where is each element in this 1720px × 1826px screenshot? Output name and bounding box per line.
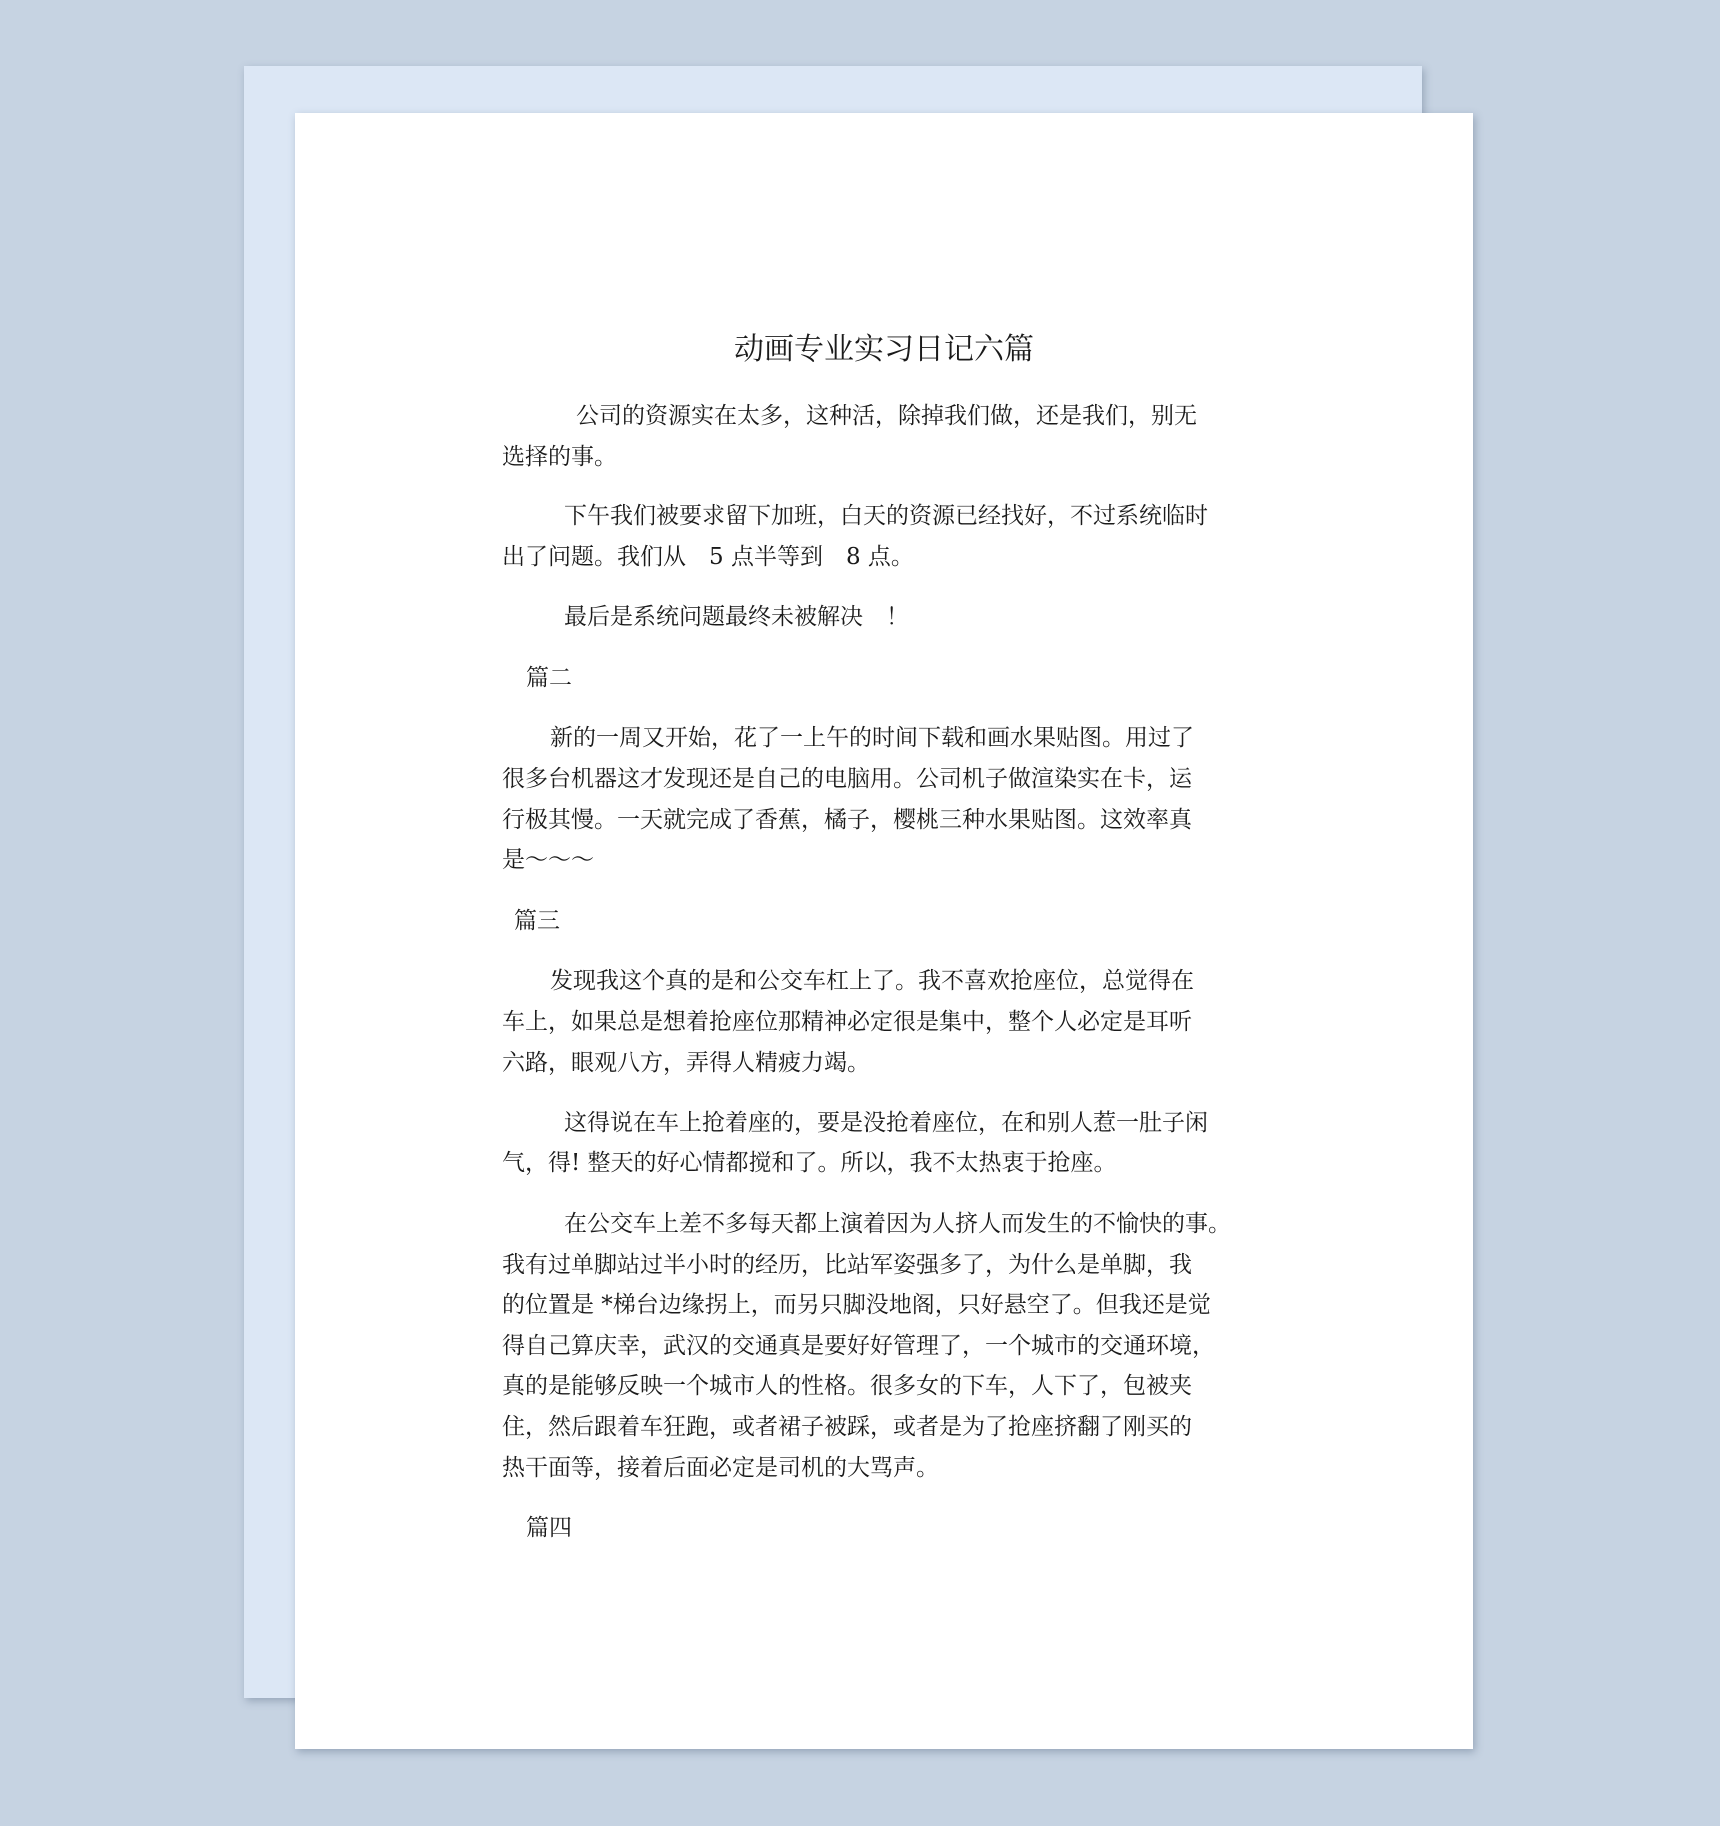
paragraph-line: 下午我们被要求留下加班，白天的资源已经找好，不过系统临时 (564, 503, 1208, 529)
paragraph-line: 热干面等，接着后面必定是司机的大骂声。 (502, 1455, 939, 1481)
paragraph-line: 是～～～ (502, 847, 594, 873)
paragraph-line: 真的是能够反映一个城市人的性格。很多女的下车，人下了，包被夹 (502, 1373, 1192, 1399)
section-heading: 篇二 (526, 665, 572, 691)
paragraph-line: 很多台机器这才发现还是自己的电脑用。公司机子做渲染实在卡，运 (502, 766, 1192, 792)
paragraph-line: 的位置是 *梯台边缘拐上，而另只脚没地阁，只好悬空了。但我还是觉 (502, 1292, 1211, 1318)
paragraph-line: 在公交车上差不多每天都上演着因为人挤人而发生的不愉快的事。 (564, 1211, 1231, 1237)
paragraph-line: 住，然后跟着车狂跑，或者裙子被踩，或者是为了抢座挤翻了刚买的 (502, 1414, 1192, 1440)
paragraph-line: 这得说在车上抢着座的，要是没抢着座位，在和别人惹一肚子闲 (564, 1110, 1208, 1136)
paragraph-line: 得自己算庆幸，武汉的交通真是要好好管理了，一个城市的交通环境， (502, 1333, 1215, 1359)
paragraph-line: 六路，眼观八方，弄得人精疲力竭。 (502, 1050, 870, 1076)
section-heading: 篇四 (526, 1515, 572, 1541)
paragraph-line: 最后是系统问题最终未被解决 ！ (564, 604, 909, 630)
paragraph-line: 气，得! 整天的好心情都搅和了。所以，我不太热衷于抢座。 (502, 1150, 1117, 1176)
document-title: 动画专业实习日记六篇 (734, 332, 1034, 367)
paragraph-line: 发现我这个真的是和公交车杠上了。我不喜欢抢座位，总觉得在 (550, 968, 1194, 994)
document-page (295, 113, 1473, 1749)
paragraph-line: 车上，如果总是想着抢座位那精神必定很是集中，整个人必定是耳听 (502, 1009, 1192, 1035)
section-heading: 篇三 (514, 908, 560, 934)
paragraph-line: 我有过单脚站过半小时的经历，比站军姿强多了，为什么是单脚，我 (502, 1252, 1192, 1278)
paragraph-line: 出了问题。我们从 5 点半等到 8 点。 (502, 544, 914, 570)
paragraph-line: 新的一周又开始，花了一上午的时间下载和画水果贴图。用过了 (550, 725, 1194, 751)
paragraph-line: 选择的事。 (502, 444, 617, 470)
paragraph-line: 行极其慢。一天就完成了香蕉，橘子，樱桃三种水果贴图。这效率真 (502, 807, 1192, 833)
paragraph-line: 公司的资源实在太多，这种活，除掉我们做，还是我们，别无 (576, 403, 1197, 429)
